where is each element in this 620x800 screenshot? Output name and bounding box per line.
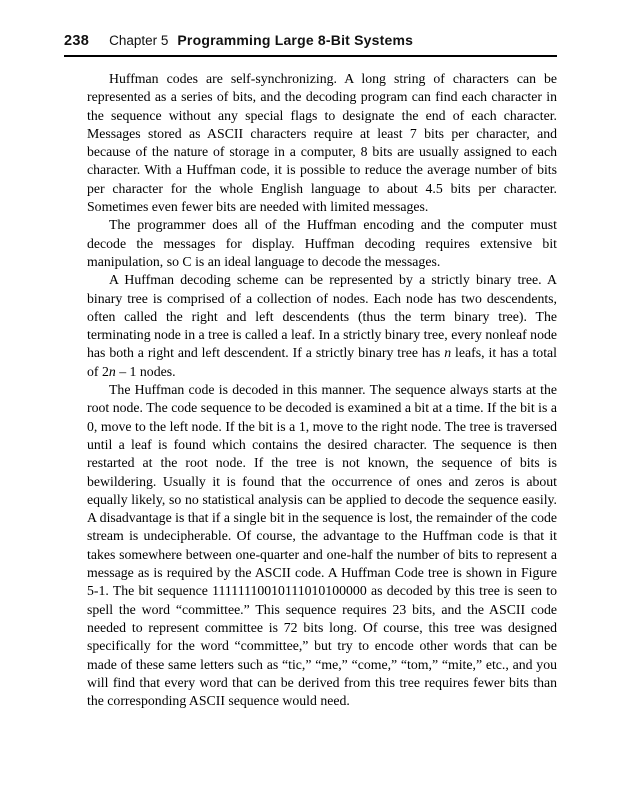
text-run: The programmer does all of the Huffman encoding and the computer must decode the messages for display. Huffman decoding requires extensive bit manipulation, so C is an ideal language to decode the messages. bbox=[87, 217, 557, 269]
text-run: A Huffman decoding scheme can be represented by a strictly binary tree. A binary tree is comprised of a collection of nodes. Each node has two descendents, often called the right and left descendents (thus the term binary tree). The terminating node in a tree is called a leaf. In a strictly binary tree, every nonleaf node has both a right and left descendent. If a strictly binary tree has bbox=[87, 272, 557, 361]
paragraph bbox=[87, 381, 557, 710]
chapter-label: Chapter 5 bbox=[109, 33, 169, 48]
text-run: Huffman codes are self-synchronizing. A long string of characters can be represented as a series of bits, and the decoding program can find each character in the sequence without any special flags to designate the end of each character. Messages stored as ASCII characters require at least 7 bits per character, and because of the nature of storage in a computer, 8 bits are usually assigned to each character. With a Huffman code, it is possible to reduce the average number of bits per character for the whole English language to about 4.5 bits per character. Sometimes even fewer bits are needed with limited messages. bbox=[87, 71, 557, 215]
text-run: leafs, it has a total of 2 bbox=[87, 345, 557, 379]
paragraph bbox=[87, 70, 557, 216]
page-header bbox=[64, 32, 557, 49]
paragraph bbox=[87, 216, 557, 271]
paragraph bbox=[87, 271, 557, 381]
page-number: 238 bbox=[64, 33, 90, 49]
header-rule bbox=[64, 55, 557, 57]
page-body bbox=[64, 70, 557, 710]
text-run: The Huffman code is decoded in this manner. The sequence always starts at the root node. The code sequence to be decoded is examined a bit at a time. If the bit is a 0, move to the left node. If the bit is a 1, move to the right node. The tree is traversed until a leaf is found which contains the desired character. The sequence is then restarted at the root node. If the tree is not known, the sequence of bits is bewildering. Usually it is found that the occurrence of ones and zeros is about equally likely, so no statistical analysis can be applied to decode the sequence easily. A disadvantage is that if a single bit in the sequence is lost, the remainder of the code stream is undecipherable. Of course, the advantage to the Huffman code is that it takes somewhere between one-quarter and one-half the number of bits to represent a message as is required by the ASCII code. A Huffman Code tree is shown in Figure 5-1. The bit sequence 11111110010111010100000 as decoded by this tree is seen to spell the word “committee.” This sequence requires 23 bits, and the ASCII code needed to represent committee is 72 bits long. Of course, this tree was designed specifically for the word “committee,” but try to encode other words that can be made of these same letters such as “tic,” “me,” “come,” “tom,” “mite,” etc., and you will find that every word that can be derived from this tree requires fewer bits than the corresponding ASCII sequence would need. bbox=[87, 382, 557, 709]
text-run: – 1 nodes. bbox=[115, 363, 176, 379]
italic-text-run: n bbox=[108, 363, 116, 379]
chapter-title: Programming Large 8-Bit Systems bbox=[177, 32, 414, 48]
italic-text-run: n bbox=[444, 345, 452, 361]
